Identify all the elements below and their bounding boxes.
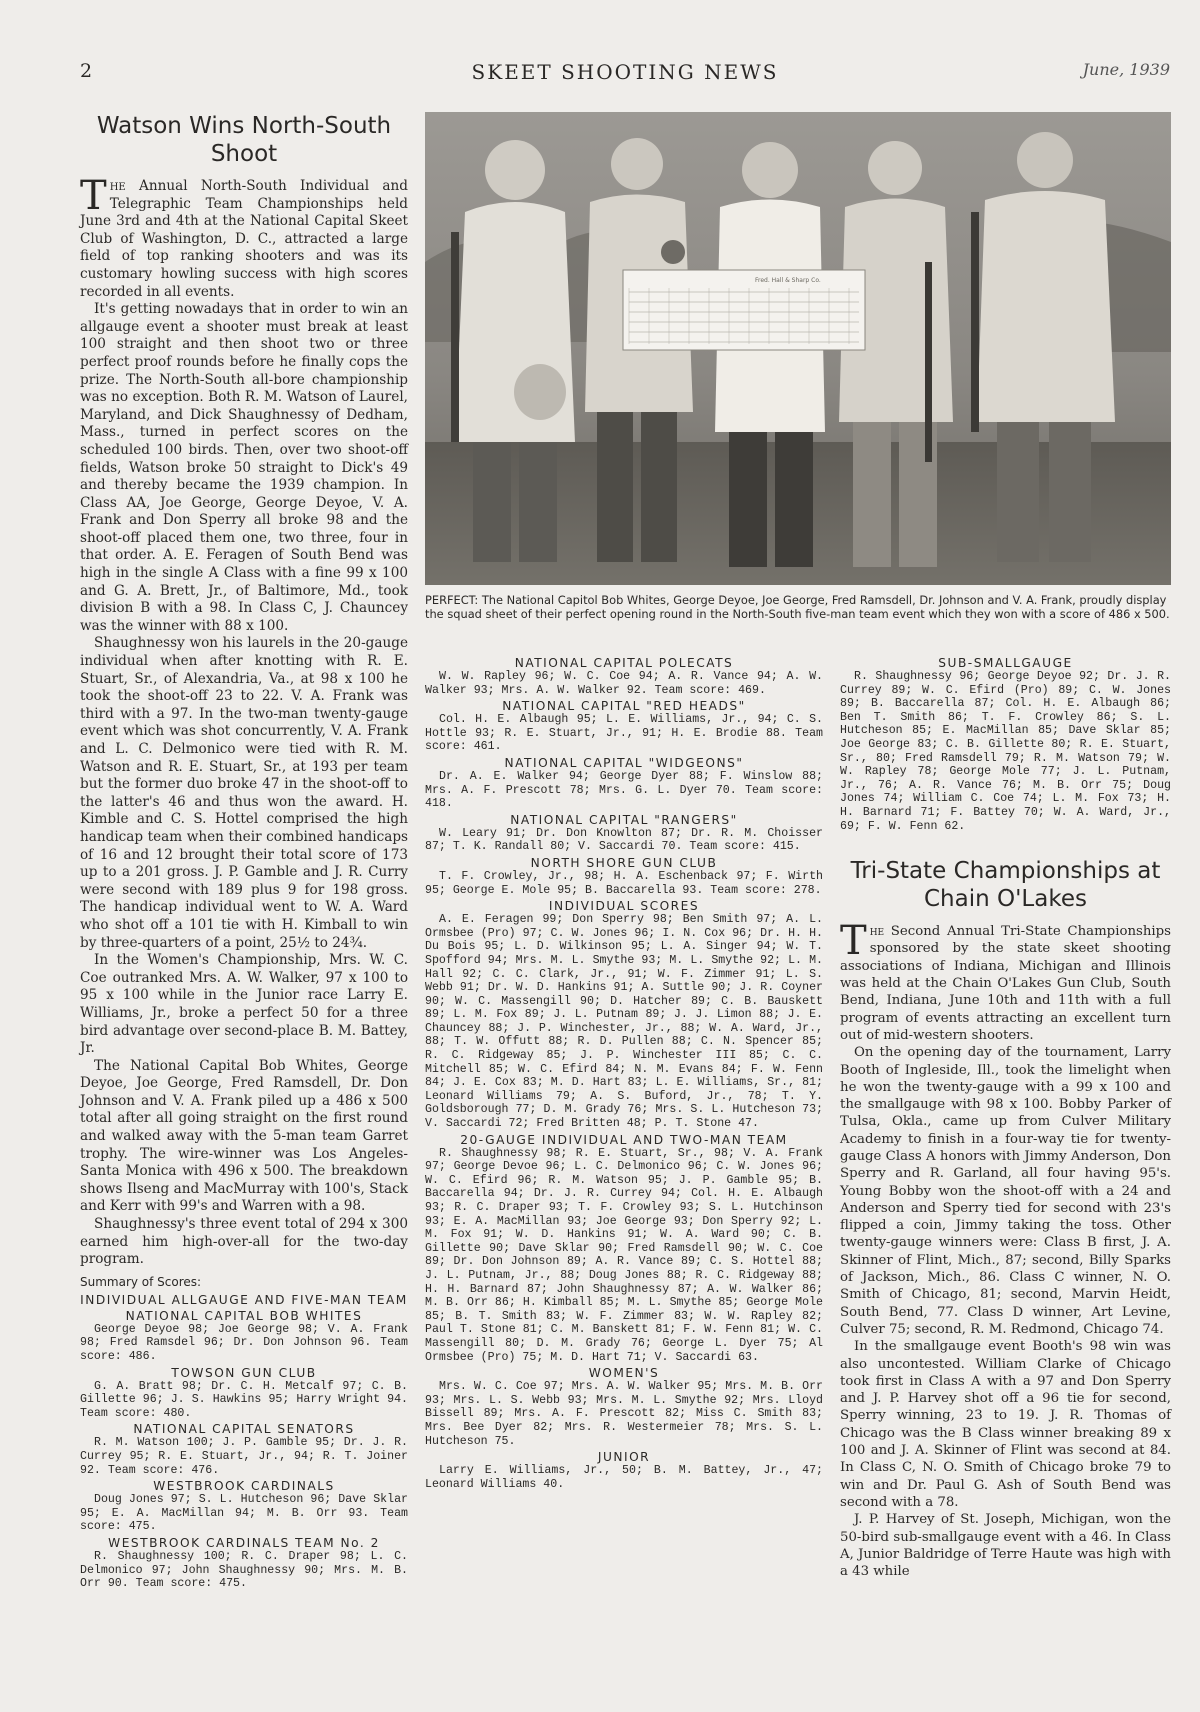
article-paragraph	[80, 173, 408, 301]
drop-cap: T	[80, 173, 107, 219]
score-section-heading: NATIONAL CAPITAL "RED HEADS"	[502, 699, 746, 714]
paragraph-text: Annual North-South Individual and Telegraphic Team Championships held June 3rd and 4th at the National Capital Skeet Club of Washington, D. C., attracted a large field of top ranking shooters and was its customary howling success with high scores recorded in all events.	[80, 178, 408, 300]
score-list-left	[80, 1293, 408, 1591]
score-section-heading: TOWSON GUN CLUB	[171, 1365, 317, 1380]
score-section-text: T. F. Crowley, Jr., 98; H. A. Eschenback 97; F. Wirth 95; George E. Mole 95; B. Baccarella 93. Team score: 278.	[425, 869, 823, 897]
score-list-middle	[425, 656, 823, 1491]
score-section-heading: INDIVIDUAL ALLGAUGE AND FIVE-MAN TEAM	[80, 1292, 408, 1307]
team-photo	[425, 112, 1171, 585]
score-section-text: Larry E. Williams, Jr., 50; B. M. Battey, Jr., 47; Leonard Williams 40.	[425, 1464, 823, 1491]
score-section-text: G. A. Bratt 98; Dr. C. H. Metcalf 97; C. B. Gillette 96; J. S. Hawkins 95; Harry Wright 94. Team score: 480.	[80, 1379, 408, 1420]
left-column	[80, 112, 408, 1591]
score-section-heading: NORTH SHORE GUN CLUB	[530, 855, 718, 870]
score-section-text: A. E. Feragen 99; Don Sperry 98; Ben Smith 97; A. L. Ormsbee (Pro) 97; C. W. Jones 96; I. N. Cox 96; Dr. H. H. Du Bois 95; L. D. Wilkinson 95; L. A. Singer 94; W. T. Spofford 94; Mrs. M. L. Smythe 93; M. L. Smythe 92; L. M. Hall 92; C. C. Clark, Jr., 91; W. F. Zimmer 91; L. S. Webb 91; Dr. W. D. Hankins 91; A. Suttle 90; J. R. Coyner 90; W. C. Massengill 90; D. Hatcher 89; C. B. Bauskett 89; L. M. Fox 89; J. L. Putnam 89; J. J. Limon 88; J. E. Chauncey 88; J. P. Winchester, Jr., 88; W. A. Ward, Jr., 88; T. W. Offutt 88; R. D. Pullen 88; C. N. Spencer 85; R. C. Ridgeway 85; J. P. Winchester III 85; C. C. Mitchell 85; W. C. Efird 84; N. M. Evans 84; F. W. Fenn 84; J. E. Cox 83; M. D. Hart 83; L. E. Williams, Sr., 81; Leonard Williams 79; A. S. Buford, Jr., 78; T. Y. Goldsborough 77; D. M. Grady 76; Mrs. S. L. Hutcheson 73; V. Saccardi 72; Fred Britten 48; P. T. Stone 47.	[425, 913, 823, 1131]
article-paragraph: It's getting nowadays that in order to win an allgauge event a shooter must break at least 100 straight and then shoot two or three perfect proof rounds before he finally cops the prize. The North-South all-bore championship was no exception. Both R. M. Watson of Laurel, Maryland, and Dick Shaughnessy of Dedham, Mass., turned in perfect scores on the scheduled 100 birds. Then, over two shoot-off fields, Watson broke 50 straight to Dick's 49 and thereby became the 1939 champion. In Class AA, Joe George, George Deyoe, V. A. Frank and Don Sperry all broke 98 and the shoot-off placed them one, two three, four in that order. A. E. Feragen of South Bend was high in the single A Class with a fine 99 x 100 and G. A. Brett, Jr., of Baltimore, Md., took division B with a 98. In Class C, J. Chauncey was the winner with 88 x 100.	[80, 301, 408, 634]
score-section-text: Doug Jones 97; S. L. Hutcheson 96; Dave Sklar 95; E. A. MacMillan 94; M. B. Orr 93. Team score: 475.	[80, 1493, 408, 1534]
paragraph-text: Second Annual Tri-State Championships sponsored by the state skeet shooting associations of Indiana, Michigan and Illinois was held at the Chain O'Lakes Gun Club, South Bend, Indiana, June 10th and 11th with a full program of events attracting an excellent turn out of mid-western shooters.	[840, 924, 1171, 1043]
article-title-tristate: Tri-State Championships at Chain O'Lakes	[850, 858, 1161, 913]
score-section-text: W. W. Rapley 96; W. C. Coe 94; A. R. Vance 94; A. W. Walker 93; Mrs. A. W. Walker 92. Team score: 469.	[425, 670, 823, 697]
score-section-text: Col. H. E. Albaugh 95; L. E. Williams, Jr., 94; C. S. Hottle 93; R. E. Stuart, Jr., 91; H. E. Brodie 88. Team score: 461.	[425, 713, 823, 754]
score-section-text: Mrs. W. C. Coe 97; Mrs. A. W. Walker 95; Mrs. M. B. Orr 93; Mrs. L. S. Webb 93; Mrs. M. L. Smythe 92; Mrs. Lloyd Bissell 89; Mrs. A. F. Prescott 82; Miss C. Smith 83; Mrs. Bee Dyer 82; Mrs. R. Westermeier 78; Mrs. S. L. Hutcheson 75.	[425, 1380, 823, 1448]
article-paragraph: The National Capital Bob Whites, George Deyoe, Joe George, Fred Ramsdell, Dr. Don Johnson and V. A. Frank piled up a 486 x 500 total after all going straight on the first round and walked away with the 5-man team Garret trophy. The wire-winner was Los Angeles-Santa Monica with 496 x 500. The breakdown shows Ilseng and MacMurray with 100's, Stack and Kerr with 99's and Warren with a 98.	[80, 1057, 408, 1215]
right-column	[840, 654, 1171, 1580]
summary-label: Summary of Scores:	[80, 1274, 202, 1289]
score-section-heading: NATIONAL CAPITAL POLECATS	[514, 656, 734, 670]
article-title-watson: Watson Wins North-South Shoot	[96, 113, 392, 167]
photo-caption: PERFECT: The National Capitol Bob Whites, George Deyoe, Joe George, Fred Ramsdell, Dr. Johnson and V. A. Frank, proudly display the squad sheet of their perfect opening round in the North-South five-man team event which they won with a score of 486 x 500.	[425, 593, 1170, 621]
article-paragraph: Shaughnessy won his laurels in the 20-gauge individual when after knotting with R. E. Stuart, Sr., of Alexandria, Va., at 98 x 100 he took the shoot-off 23 to 22. V. A. Frank was third with a 97. In the two-man twenty-gauge event which was shot concurrently, V. A. Frank and L. C. Delmonico were tied with R. M. Watson and R. E. Stuart, Sr., at 193 per team but the former duo broke 47 in the shoot-off to the latter's 46 and thus won the award. H. Kimble and C. S. Hottel comprised the high handicap team when their combined handicaps of 16 and 12 brought their total score of 173 up to a 201 gross. J. P. Gamble and J. R. Curry were second with 189 plus 9 for 198 gross. The handicap individual went to W. A. Ward who shot off a 101 tie with H. Kimball to win by three-quarters of a point, 25½ to 24¾.	[80, 635, 408, 951]
issue-date: June, 1939	[1082, 60, 1170, 79]
score-section-heading: JUNIOR	[597, 1450, 651, 1465]
article-paragraph: Shaughnessy's three event total of 294 x 300 earned him high-over-all for the two-day program.	[80, 1216, 408, 1268]
article-body-watson	[80, 173, 408, 1269]
article-paragraph	[840, 918, 1171, 1044]
score-section-text: R. M. Watson 100; J. P. Gamble 95; Dr. J. R. Currey 95; R. E. Stuart, Jr., 94; R. T. Joiner 92. Team score: 476.	[80, 1436, 408, 1477]
article-paragraph: In the smallgauge event Booth's 98 win was also uncontested. William Clarke of Chicago took first in Class A with a 97 and Don Sperry and J. P. Harvey shot off a 96 tie for second, Sperry winning, 23 to 19. J. R. Thomas of Chicago was the B Class winner breaking 89 x 100 and J. A. Skinner of Flint was second at 84. In Class C, N. O. Smith of Chicago broke 79 to win and Dr. Paul G. Ash of South Bend was second with a 78.	[840, 1339, 1171, 1510]
score-section-heading: WOMEN'S	[588, 1366, 660, 1381]
article-paragraph: J. P. Harvey of St. Joseph, Michigan, won the 50-bird sub-smallgauge event with a 46. In Class A, Junior Baldridge of Terre Haute was high with a 43 while	[840, 1512, 1171, 1580]
lead-in: he	[109, 178, 126, 194]
page-number: 2	[80, 60, 93, 82]
lead-in: he	[869, 924, 885, 940]
score-section-text: R. Shaughnessy 96; George Deyoe 92; Dr. J. R. Currey 89; W. C. Efird (Pro) 89; C. W. Jones 89; B. Baccarella 87; Col. H. E. Albaugh 86; Ben T. Smith 86; T. F. Crowley 86; S. L. Hutcheson 85; E. MacMillan 85; Dave Sklar 85; Joe George 83; C. B. Gillette 80; R. E. Stuart, Sr., 80; Fred Ramsdell 79; R. M. Watson 79; W. W. Rapley 78; George Mole 77; J. L. Putnam, Jr., 76; A. R. Vance 76; M. B. Orr 75; Doug Jones 74; William C. Coe 74; L. M. Fox 73; H. H. Barnard 71; F. Battey 70; W. A. Ward, Jr., 69; F. W. Fenn 62.	[840, 670, 1171, 833]
score-section-heading: NATIONAL CAPITAL SENATORS	[133, 1422, 355, 1437]
score-section-heading: NATIONAL CAPITAL "WIDGEONS"	[504, 755, 744, 770]
drop-cap: T	[840, 918, 867, 965]
score-section-text: W. Leary 91; Dr. Don Knowlton 87; Dr. R. M. Choisser 87; T. K. Randall 80; V. Saccardi 70. Team score: 415.	[425, 826, 823, 854]
score-section-heading: NATIONAL CAPITAL "RANGERS"	[510, 812, 738, 827]
middle-column	[425, 654, 823, 1491]
page-header	[80, 60, 1170, 90]
publication-title: SKEET SHOOTING NEWS	[471, 60, 779, 84]
score-section-text: R. Shaughnessy 100; R. C. Draper 98; L. C. Delmonico 97; John Shaughnessy 90; Mrs. M. B. Orr 90. Team score: 475.	[80, 1549, 408, 1591]
score-section-heading: 20-GAUGE INDIVIDUAL AND TWO-MAN TEAM	[460, 1132, 788, 1147]
article-paragraph: On the opening day of the tournament, Larry Booth of Ingleside, Ill., took the limelight when he won the twenty-gauge with a 99 x 100 and the smallgauge with 98 x 100. Bobby Parker of Tulsa, Okla., came up from Culver Military Academy to finish in a four-way tie for twenty-gauge Class A honors with Jimmy Anderson, Don Sperry and R. Garland, all four having 95's. Young Bobby won the shoot-off with a 24 and Anderson and Sperry tied for second with 23's flipped a coin, Jimmy taking the toss. Other twenty-gauge winners were: Class B first, J. A. Skinner of Flint, Mich., 87; second, Billy Sparks of Jackson, Mich., 86. Class C winner, N. O. Smith of Chicago, 81; second, Marvin Heidt, South Bend, 77. Class D winner, Art Levine, Culver 75; second, R. M. Redmond, Chicago 74.	[840, 1045, 1171, 1337]
squad-sheet	[623, 270, 865, 350]
score-section-heading: WESTBROOK CARDINALS TEAM No. 2	[108, 1535, 380, 1550]
score-section-heading: INDIVIDUAL SCORES	[548, 899, 700, 914]
score-section-text: Dr. A. E. Walker 94; George Dyer 88; F. Winslow 88; Mrs. A. F. Prescott 78; Mrs. G. L. Dyer 70. Team score: 418.	[425, 769, 823, 811]
article-paragraph: In the Women's Championship, Mrs. W. C. Coe outranked Mrs. A. W. Walker, 97 x 100 to 95 x 100 while in the Junior race Larry E. Williams, Jr., broke a perfect 50 for a three bird advantage over second-place B. M. Battey, Jr.	[80, 952, 408, 1057]
team-photo-illustration	[425, 112, 1171, 585]
score-section-heading: WESTBROOK CARDINALS	[153, 1479, 335, 1494]
score-section-text: George Deyoe 98; Joe George 98; V. A. Frank 98; Fred Ramsdel 96; Dr. Don Johnson 96. Team score: 486.	[80, 1322, 408, 1363]
score-section-heading: NATIONAL CAPITAL BOB WHITES	[125, 1308, 363, 1323]
score-list-right	[840, 656, 1171, 833]
article-body-tristate	[840, 918, 1171, 1580]
score-section-heading: SUB-SMALLGAUGE	[938, 656, 1073, 670]
sheet-title: Fred. Hall & Sharp Co.	[755, 277, 821, 284]
score-section-text: R. Shaughnessy 98; R. E. Stuart, Sr., 98; V. A. Frank 97; George Devoe 96; L. C. Delmonico 96; C. W. Jones 96; W. C. Efird 96; R. M. Watson 95; J. P. Gamble 95; B. Baccarella 94; Dr. J. R. Currey 94; Col. H. E. Albaugh 93; R. C. Draper 93; T. F. Crowley 93; S. L. Hutchinson 93; E. A. MacMillan 93; Joe George 93; Don Sperry 92; L. M. Fox 91; W. D. Hankins 91; W. A. Ward 90; C. B. Gillette 90; Dave Sklar 90; Fred Ramsdell 90; W. C. Coe 89; Dr. Don Johnson 89; A. R. Vance 89; C. S. Hottel 88; J. L. Putnam, Jr., 88; Doug Jones 88; R. C. Ridgeway 88; H. H. Barnard 87; John Shaughnessy 87; A. W. Walker 86; M. B. Orr 86; H. Kimball 85; M. L. Smythe 85; George Mole 85; B. T. Smith 83; W. F. Zimmer 83; W. W. Rapley 82; Paul T. Stone 81; C. M. Banskett 81; F. W. Fenn 81; W. C. Massengill 80; D. M. Grady 76; George L. Dyer 75; Al Ormsbee (Pro) 75; M. D. Hart 71; V. Saccardi 63.	[425, 1146, 823, 1364]
